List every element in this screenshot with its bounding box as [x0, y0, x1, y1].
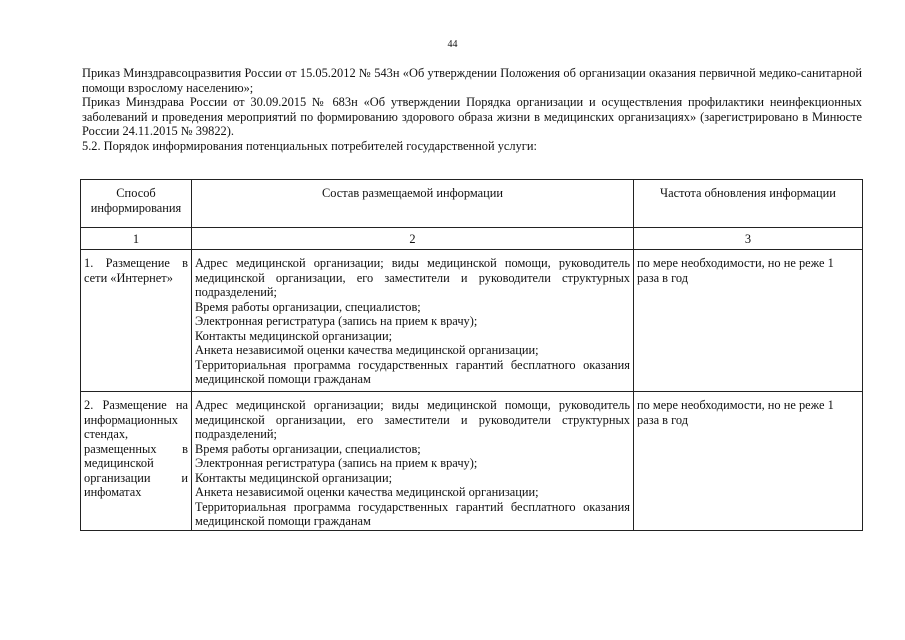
table-number-row	[81, 228, 863, 250]
content-line: Контакты медицинской организации;	[195, 328, 393, 343]
column-number: 1	[81, 228, 192, 250]
intro-paragraph-order-543n: Приказ Минздравсоцразвития России от 15.05.2012 № 543н «Об утверждении Положения об организации оказания первичной медико-санитарной помощи взрослому населению»;	[82, 66, 862, 95]
content-line: Территориальная программа государственных гарантий бесплатного оказания медицинской помощи гражданам	[195, 499, 630, 528]
content-line: Адрес медицинской организации; виды медицинской помощи, руководитель медицинской организации, его заместители и руководители структурных подразделений;	[195, 256, 630, 299]
content-line: Контакты медицинской организации;	[195, 470, 393, 485]
table-row	[81, 250, 863, 392]
intro-paragraph-order-683n: Приказ Минздрава России от 30.09.2015 № 683н «Об утверждении Порядка организации и осуществления профилактики неинфекционных заболеваний и проведения мероприятий по формированию здорового образа жизни в медицинских организациях» (зарегистрировано в Минюсте России 24.11.2015 № 39822).	[82, 95, 862, 138]
row-content	[192, 250, 634, 392]
page-number: 44	[447, 39, 458, 50]
table-row	[81, 392, 863, 531]
content-line: Анкета независимой оценки качества медицинской организации;	[195, 343, 539, 357]
content-line: Время работы организации, специалистов;	[195, 299, 421, 314]
content-line: Электронная регистратура (запись на прием к врачу);	[195, 314, 478, 328]
header-frequency: Частота обновления информации	[634, 180, 863, 228]
intro-paragraph-section-5-2: 5.2. Порядок информирования потенциальных потребителей государственной услуги:	[82, 138, 537, 153]
column-number: 3	[634, 228, 863, 250]
content-line: Территориальная программа государственных гарантий бесплатного оказания медицинской помощи гражданам	[195, 357, 630, 386]
content-line: Электронная регистратура (запись на прием к врачу);	[195, 456, 478, 470]
table-header-row	[81, 180, 863, 228]
content-line: Время работы организации, специалистов;	[195, 441, 421, 456]
row-frequency: по мере необходимости, но не реже 1 раза в год	[634, 250, 863, 392]
column-number: 2	[192, 228, 634, 250]
header-content: Состав размещаемой информации	[192, 180, 634, 228]
row-content	[192, 392, 634, 531]
row-frequency: по мере необходимости, но не реже 1 раза в год	[634, 392, 863, 531]
content-line: Адрес медицинской организации; виды медицинской помощи, руководитель медицинской организации, его заместители и руководители структурных подразделений;	[195, 398, 630, 441]
intro-text	[82, 66, 862, 153]
header-method: Способ информирования	[81, 180, 192, 228]
content-line: Анкета независимой оценки качества медицинской организации;	[195, 485, 539, 499]
information-table	[80, 179, 863, 531]
row-method: 2. Размещение на информационных стендах, размещенных в медицинской организации и инфоматах	[81, 392, 192, 531]
row-method: 1. Размещение в сети «Интернет»	[81, 250, 192, 392]
